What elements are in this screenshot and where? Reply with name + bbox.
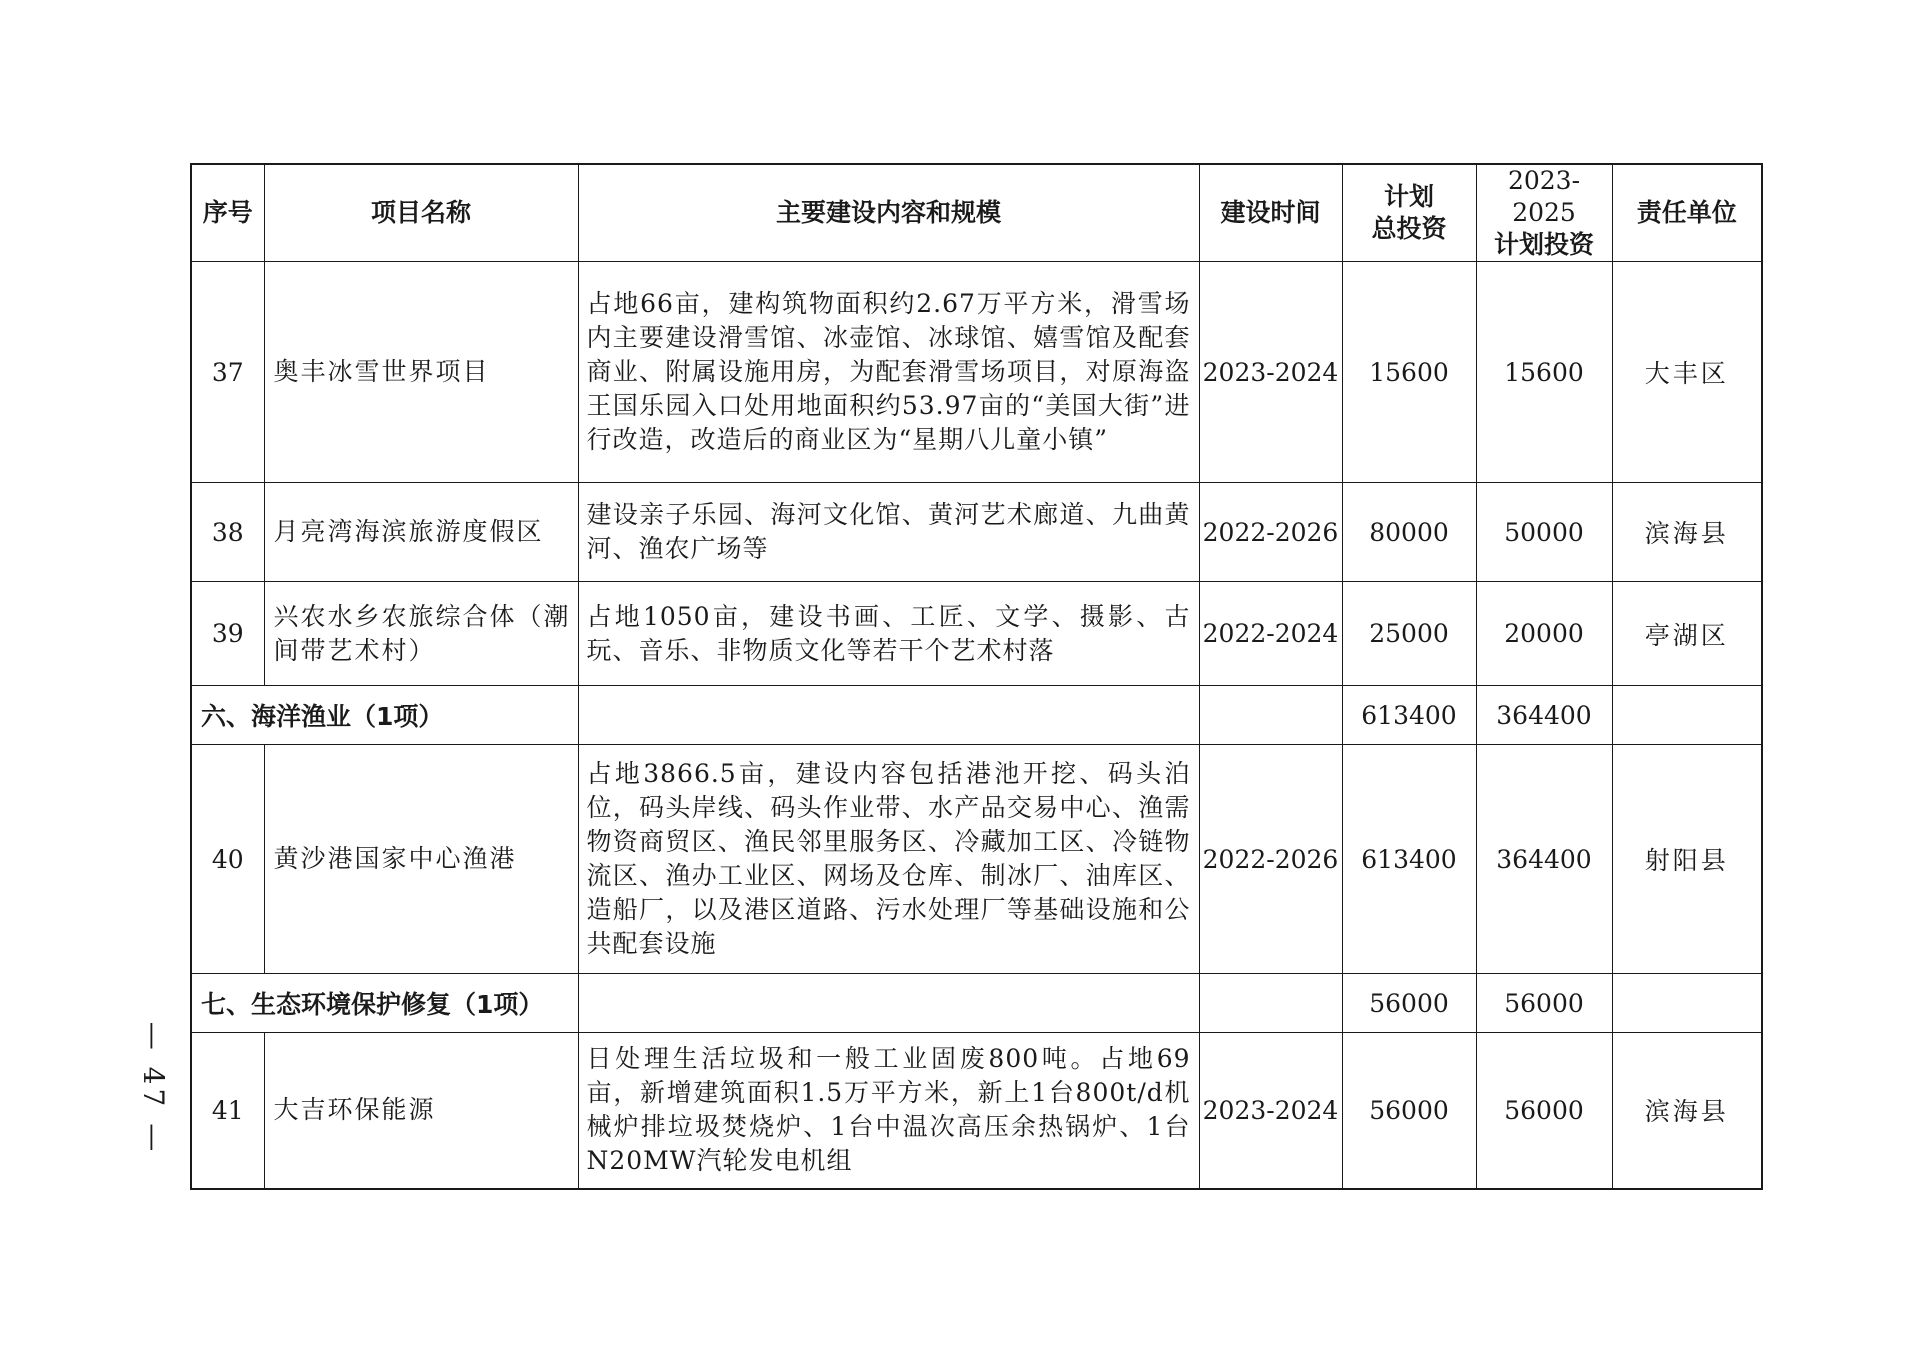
row-unit: 滨海县	[1612, 1033, 1762, 1189]
section-label: 七、生态环境保护修复（1项）	[191, 974, 578, 1033]
header-plan-total-line2: 总投资	[1371, 214, 1447, 243]
header-name: 项目名称	[264, 164, 578, 262]
table-row	[191, 745, 1762, 974]
page-number-text: — 47 —	[137, 1021, 171, 1155]
header-plan-total-line1: 计划	[1383, 182, 1434, 211]
section-label: 六、海洋渔业（1项）	[191, 686, 578, 745]
row-plan: 50000	[1476, 483, 1612, 582]
row-total: 613400	[1342, 745, 1476, 974]
section-plan: 364400	[1476, 686, 1612, 745]
row-seq: 38	[191, 483, 264, 582]
section-unit-empty	[1612, 686, 1762, 745]
row-name: 兴农水乡农旅综合体（潮间带艺术村）	[264, 582, 578, 686]
header-plan-2325-line1: 2023-2025	[1507, 166, 1581, 227]
row-name: 奥丰冰雪世界项目	[264, 262, 578, 483]
row-time: 2022-2026	[1199, 483, 1342, 582]
row-content: 占地1050亩，建设书画、工匠、文学、摄影、古玩、音乐、非物质文化等若干个艺术村落	[578, 582, 1199, 686]
row-plan: 56000	[1476, 1033, 1612, 1189]
row-unit: 亭湖区	[1612, 582, 1762, 686]
row-seq: 41	[191, 1033, 264, 1189]
row-seq: 40	[191, 745, 264, 974]
row-content: 建设亲子乐园、海河文化馆、黄河艺术廊道、九曲黄河、渔农广场等	[578, 483, 1199, 582]
row-name: 大吉环保能源	[264, 1033, 578, 1189]
section-time-empty	[1199, 686, 1342, 745]
project-table	[190, 163, 1763, 1190]
section-time-empty	[1199, 974, 1342, 1033]
section-plan: 56000	[1476, 974, 1612, 1033]
row-time: 2023-2024	[1199, 262, 1342, 483]
header-unit: 责任单位	[1612, 164, 1762, 262]
section-content-empty	[578, 686, 1199, 745]
section-total: 613400	[1342, 686, 1476, 745]
header-content: 主要建设内容和规模	[578, 164, 1199, 262]
section-content-empty	[578, 974, 1199, 1033]
row-unit: 大丰区	[1612, 262, 1762, 483]
row-plan: 20000	[1476, 582, 1612, 686]
row-content: 占地3866.5亩，建设内容包括港池开挖、码头泊位，码头岸线、码头作业带、水产品交易中心、渔需物资商贸区、渔民邻里服务区、冷藏加工区、冷链物流区、渔办工业区、网场及仓库、制冰厂、油库区、造船厂，以及港区道路、污水处理厂等基础设施和公共配套设施	[578, 745, 1199, 974]
row-time: 2022-2026	[1199, 745, 1342, 974]
row-plan: 15600	[1476, 262, 1612, 483]
table-row	[191, 582, 1762, 686]
row-content: 日处理生活垃圾和一般工业固废800吨。占地69亩，新增建筑面积1.5万平方米，新上1台800t/d机械炉排垃圾焚烧炉、1台中温次高压余热锅炉、1台N20MW汽轮发电机组	[578, 1033, 1199, 1189]
row-seq: 39	[191, 582, 264, 686]
page-number	[124, 1018, 184, 1158]
section-unit-empty	[1612, 974, 1762, 1033]
row-total: 56000	[1342, 1033, 1476, 1189]
header-plan-2325-line2: 计划投资	[1493, 230, 1594, 259]
row-total: 80000	[1342, 483, 1476, 582]
row-unit: 滨海县	[1612, 483, 1762, 582]
row-total: 25000	[1342, 582, 1476, 686]
row-unit: 射阳县	[1612, 745, 1762, 974]
table-row	[191, 1033, 1762, 1189]
row-content: 占地66亩，建构筑物面积约2.67万平方米，滑雪场内主要建设滑雪馆、冰壶馆、冰球馆、嬉雪馆及配套商业、附属设施用房，为配套滑雪场项目，对原海盗王国乐园入口处用地面积约53.97亩的“美国大街”进行改造，改造后的商业区为“星期八儿童小镇”	[578, 262, 1199, 483]
header-plan-2325	[1476, 164, 1612, 262]
header-plan-total	[1342, 164, 1476, 262]
row-plan: 364400	[1476, 745, 1612, 974]
section-row	[191, 686, 1762, 745]
table-row	[191, 262, 1762, 483]
row-name: 月亮湾海滨旅游度假区	[264, 483, 578, 582]
table-header-row	[191, 164, 1762, 262]
row-time: 2022-2024	[1199, 582, 1342, 686]
row-name: 黄沙港国家中心渔港	[264, 745, 578, 974]
header-time: 建设时间	[1199, 164, 1342, 262]
section-row	[191, 974, 1762, 1033]
header-seq: 序号	[191, 164, 264, 262]
row-time: 2023-2024	[1199, 1033, 1342, 1189]
row-seq: 37	[191, 262, 264, 483]
table-row	[191, 483, 1762, 582]
row-total: 15600	[1342, 262, 1476, 483]
section-total: 56000	[1342, 974, 1476, 1033]
